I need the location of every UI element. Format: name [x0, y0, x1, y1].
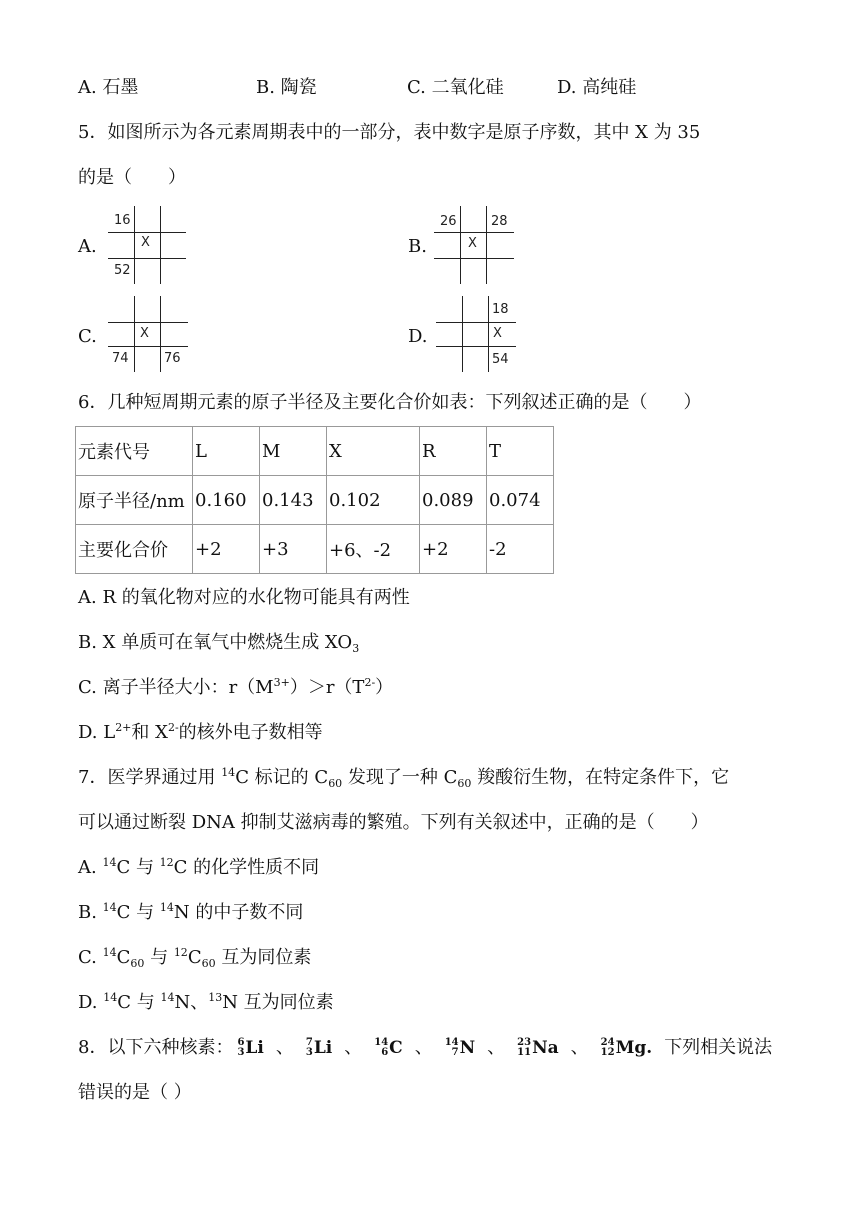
q7-stem-line1: 7．医学界通过用 $^{14}$C 标记的 $C_{60}$ 发现了一种 $C_{60}$ 羧酸衍生物，在特定条件下，它	[78, 766, 730, 790]
table-cell: T	[487, 427, 554, 476]
table-cell: +2	[193, 525, 260, 574]
q5-grid-d	[436, 296, 516, 376]
q6-option-a: A. R 的氧化物对应的水化物可能具有两性	[78, 587, 410, 608]
table-cell: +6、-2	[327, 525, 420, 574]
q5-label-c: C.	[78, 326, 97, 347]
q7-option-c: C. $^{14}C_{60}$ 与 $^{12}C_{60}$ 互为同位素	[78, 946, 312, 970]
q5-stem-line2: 的是（ ）	[78, 167, 186, 188]
table-row	[76, 525, 554, 574]
q5-label-a: A.	[78, 236, 97, 257]
table-cell: 主要化合价	[76, 525, 193, 574]
grid-b-center: X	[468, 236, 477, 251]
grid-b-top-right: 28	[491, 214, 508, 229]
q4-option-b: B. 陶瓷	[256, 77, 317, 98]
grid-a-center: X	[141, 235, 150, 250]
q4-option-c: C. 二氧化硅	[407, 77, 504, 98]
q7-option-a: A. $^{14}$C 与 $^{12}$C 的化学性质不同	[78, 856, 320, 878]
q7-option-d: D. $^{14}$C 与 $^{14}$N、$^{13}$N 互为同位素	[78, 991, 334, 1013]
q5-grid-a	[108, 206, 188, 286]
q5-grid-c	[108, 296, 188, 376]
q4-option-a: A. 石墨	[78, 77, 139, 98]
nuclide-li7: 7 3 Li	[305, 1037, 333, 1058]
table-cell: -2	[487, 525, 554, 574]
q5-label-b: B.	[408, 236, 427, 257]
q6-option-c: C. 离子半径大小：$r(M^{3+})>r(T^{2-})$	[78, 676, 394, 698]
q8-stem-line2: 错误的是（ ）	[78, 1082, 192, 1103]
q5-stem-line1: 5．如图所示为各元素周期表中的一部分，表中数字是原子序数，其中 X 为 35	[78, 122, 701, 143]
grid-b-top-left: 26	[440, 214, 457, 229]
grid-d-top-right: 18	[492, 302, 509, 317]
grid-a-bottom-left: 52	[114, 263, 131, 278]
nuclide-mg24: 24 12 Mg.	[600, 1037, 653, 1058]
grid-c-bottom-left: 74	[112, 351, 129, 366]
q7-option-b: B. $^{14}$C 与 $^{14}$N 的中子数不同	[78, 901, 304, 923]
grid-d-bottom-right: 54	[492, 352, 509, 367]
table-cell: 0.074	[487, 476, 554, 525]
grid-c-bottom-right: 76	[164, 351, 181, 366]
grid-a-top-left: 16	[114, 213, 131, 228]
table-cell: 0.160	[193, 476, 260, 525]
q8-stem-line1: 8．以下六种核素： 6 3 Li 、 7 3 Li 、 14 6 C 、 14 7 N 、 23 11 Na 、 24 12 Mg. 下列相关说法	[78, 1037, 773, 1058]
table-cell: L	[193, 427, 260, 476]
table-cell: 元素代号	[76, 427, 193, 476]
table-row	[76, 427, 554, 476]
table-cell: +3	[260, 525, 327, 574]
nuclide-n14: 14 7 N	[444, 1037, 476, 1058]
q5-label-d: D.	[408, 326, 428, 347]
q6-table	[75, 426, 554, 574]
table-cell: 0.143	[260, 476, 327, 525]
q4-option-d: D. 高纯硅	[557, 77, 637, 98]
q7-stem-line2: 可以通过断裂 DNA 抑制艾滋病毒的繁殖。下列有关叙述中，正确的是（ ）	[78, 812, 709, 833]
grid-d-center-right: X	[493, 326, 502, 341]
nuclide-li6: 6 3 Li	[237, 1037, 264, 1058]
q6-option-b: B. X 单质可在氧气中燃烧生成 $XO_3$	[78, 632, 360, 655]
table-cell: M	[260, 427, 327, 476]
q6-option-d: D. $L^{2+}$和 $X^{2-}$的核外电子数相等	[78, 721, 323, 743]
q6-stem: 6．几种短周期元素的原子半径及主要化合价如表：下列叙述正确的是（ ）	[78, 392, 702, 413]
table-cell: 0.089	[420, 476, 487, 525]
table-cell: R	[420, 427, 487, 476]
table-cell: +2	[420, 525, 487, 574]
q5-grid-b	[434, 206, 514, 286]
table-cell: X	[327, 427, 420, 476]
nuclide-c14: 14 6 C	[374, 1037, 403, 1058]
table-cell: 0.102	[327, 476, 420, 525]
table-cell: 原子半径/nm	[76, 476, 193, 525]
grid-c-center: X	[140, 326, 149, 341]
table-row	[76, 476, 554, 525]
nuclide-na23: 23 11 Na	[517, 1037, 559, 1058]
